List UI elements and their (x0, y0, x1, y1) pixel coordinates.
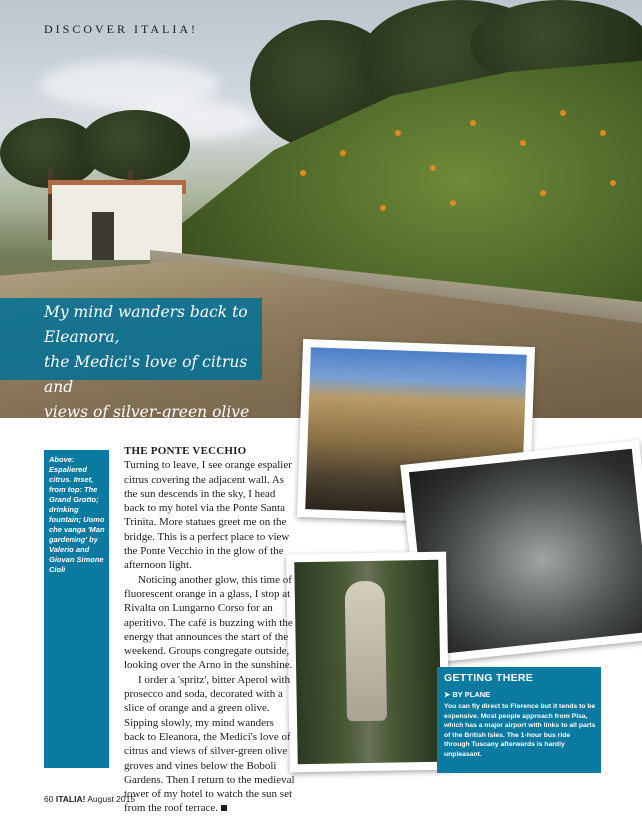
issue-date: August 2015 (87, 794, 136, 804)
photo-man-gardening-statue (286, 552, 450, 773)
article-paragraph: Turning to leave, I see orange espalier citrus covering the adjacent wall. As the sun descends in the sky, I head back to my hotel via the Ponte Santa Trinita. More statues greet me on the bridge. This is a perfect place to view the Ponte Vecchio in the glow of the afternoon light. (124, 459, 292, 572)
pull-quote-line: My mind wanders back to Eleanora, (44, 303, 248, 346)
section-kicker: DISCOVER ITALIA! (44, 22, 199, 36)
getting-there-subtitle: ➤ BY PLANE (444, 690, 491, 699)
article-heading: THE PONTE VECCHIO (124, 445, 247, 457)
getting-there-title: GETTING THERE (444, 672, 534, 684)
article-body (124, 444, 296, 816)
pull-quote (44, 300, 274, 450)
magazine-name: ITALIA! (55, 794, 86, 804)
getting-there-body: You can fly direct to Florence but it tends to be expensive. Most people approach from Pisa, which has a major airport with links to all parts of the British Isles. The 1-hour bus ride through Tuscany afterwards is hardly unpleasant. (444, 703, 596, 758)
end-mark-icon (221, 805, 227, 811)
pull-quote-line: views of silver-green olive groves (44, 403, 250, 446)
photo-caption: Above: Espaliered citrus. Inset, from top: The Grand Grotto; drinking fountain; Uomo che vanga 'Man gardening' by Valerio and Giovan Simone Cioli (49, 455, 105, 574)
pull-quote-line: the Medici's love of citrus and (44, 353, 248, 396)
article-paragraph-text: I order a 'spritz', bitter Aperol with prosecco and soda, decorated with a slice of orange and a green olive. Sipping slowly, my mind wanders back to Eleanora, the Medici's love of citrus and views of silver-green olive groves and vines below the Boboli Gardens. Then I return to the medieval tower of my hotel to watch the sun set from the roof terrace. (124, 673, 295, 815)
article-paragraph (124, 673, 296, 816)
page-folio (44, 794, 135, 804)
page-number: 60 (44, 794, 54, 804)
article-paragraph: Noticing another glow, this time of fluorescent orange in a glass, I stop at Rivalta on Lungarno Corso for an aperitivo. The café is buzzing with the energy that announces the start of the weekend. Groups congregate outside, looking over the Arno in the sunshine. (124, 573, 293, 672)
